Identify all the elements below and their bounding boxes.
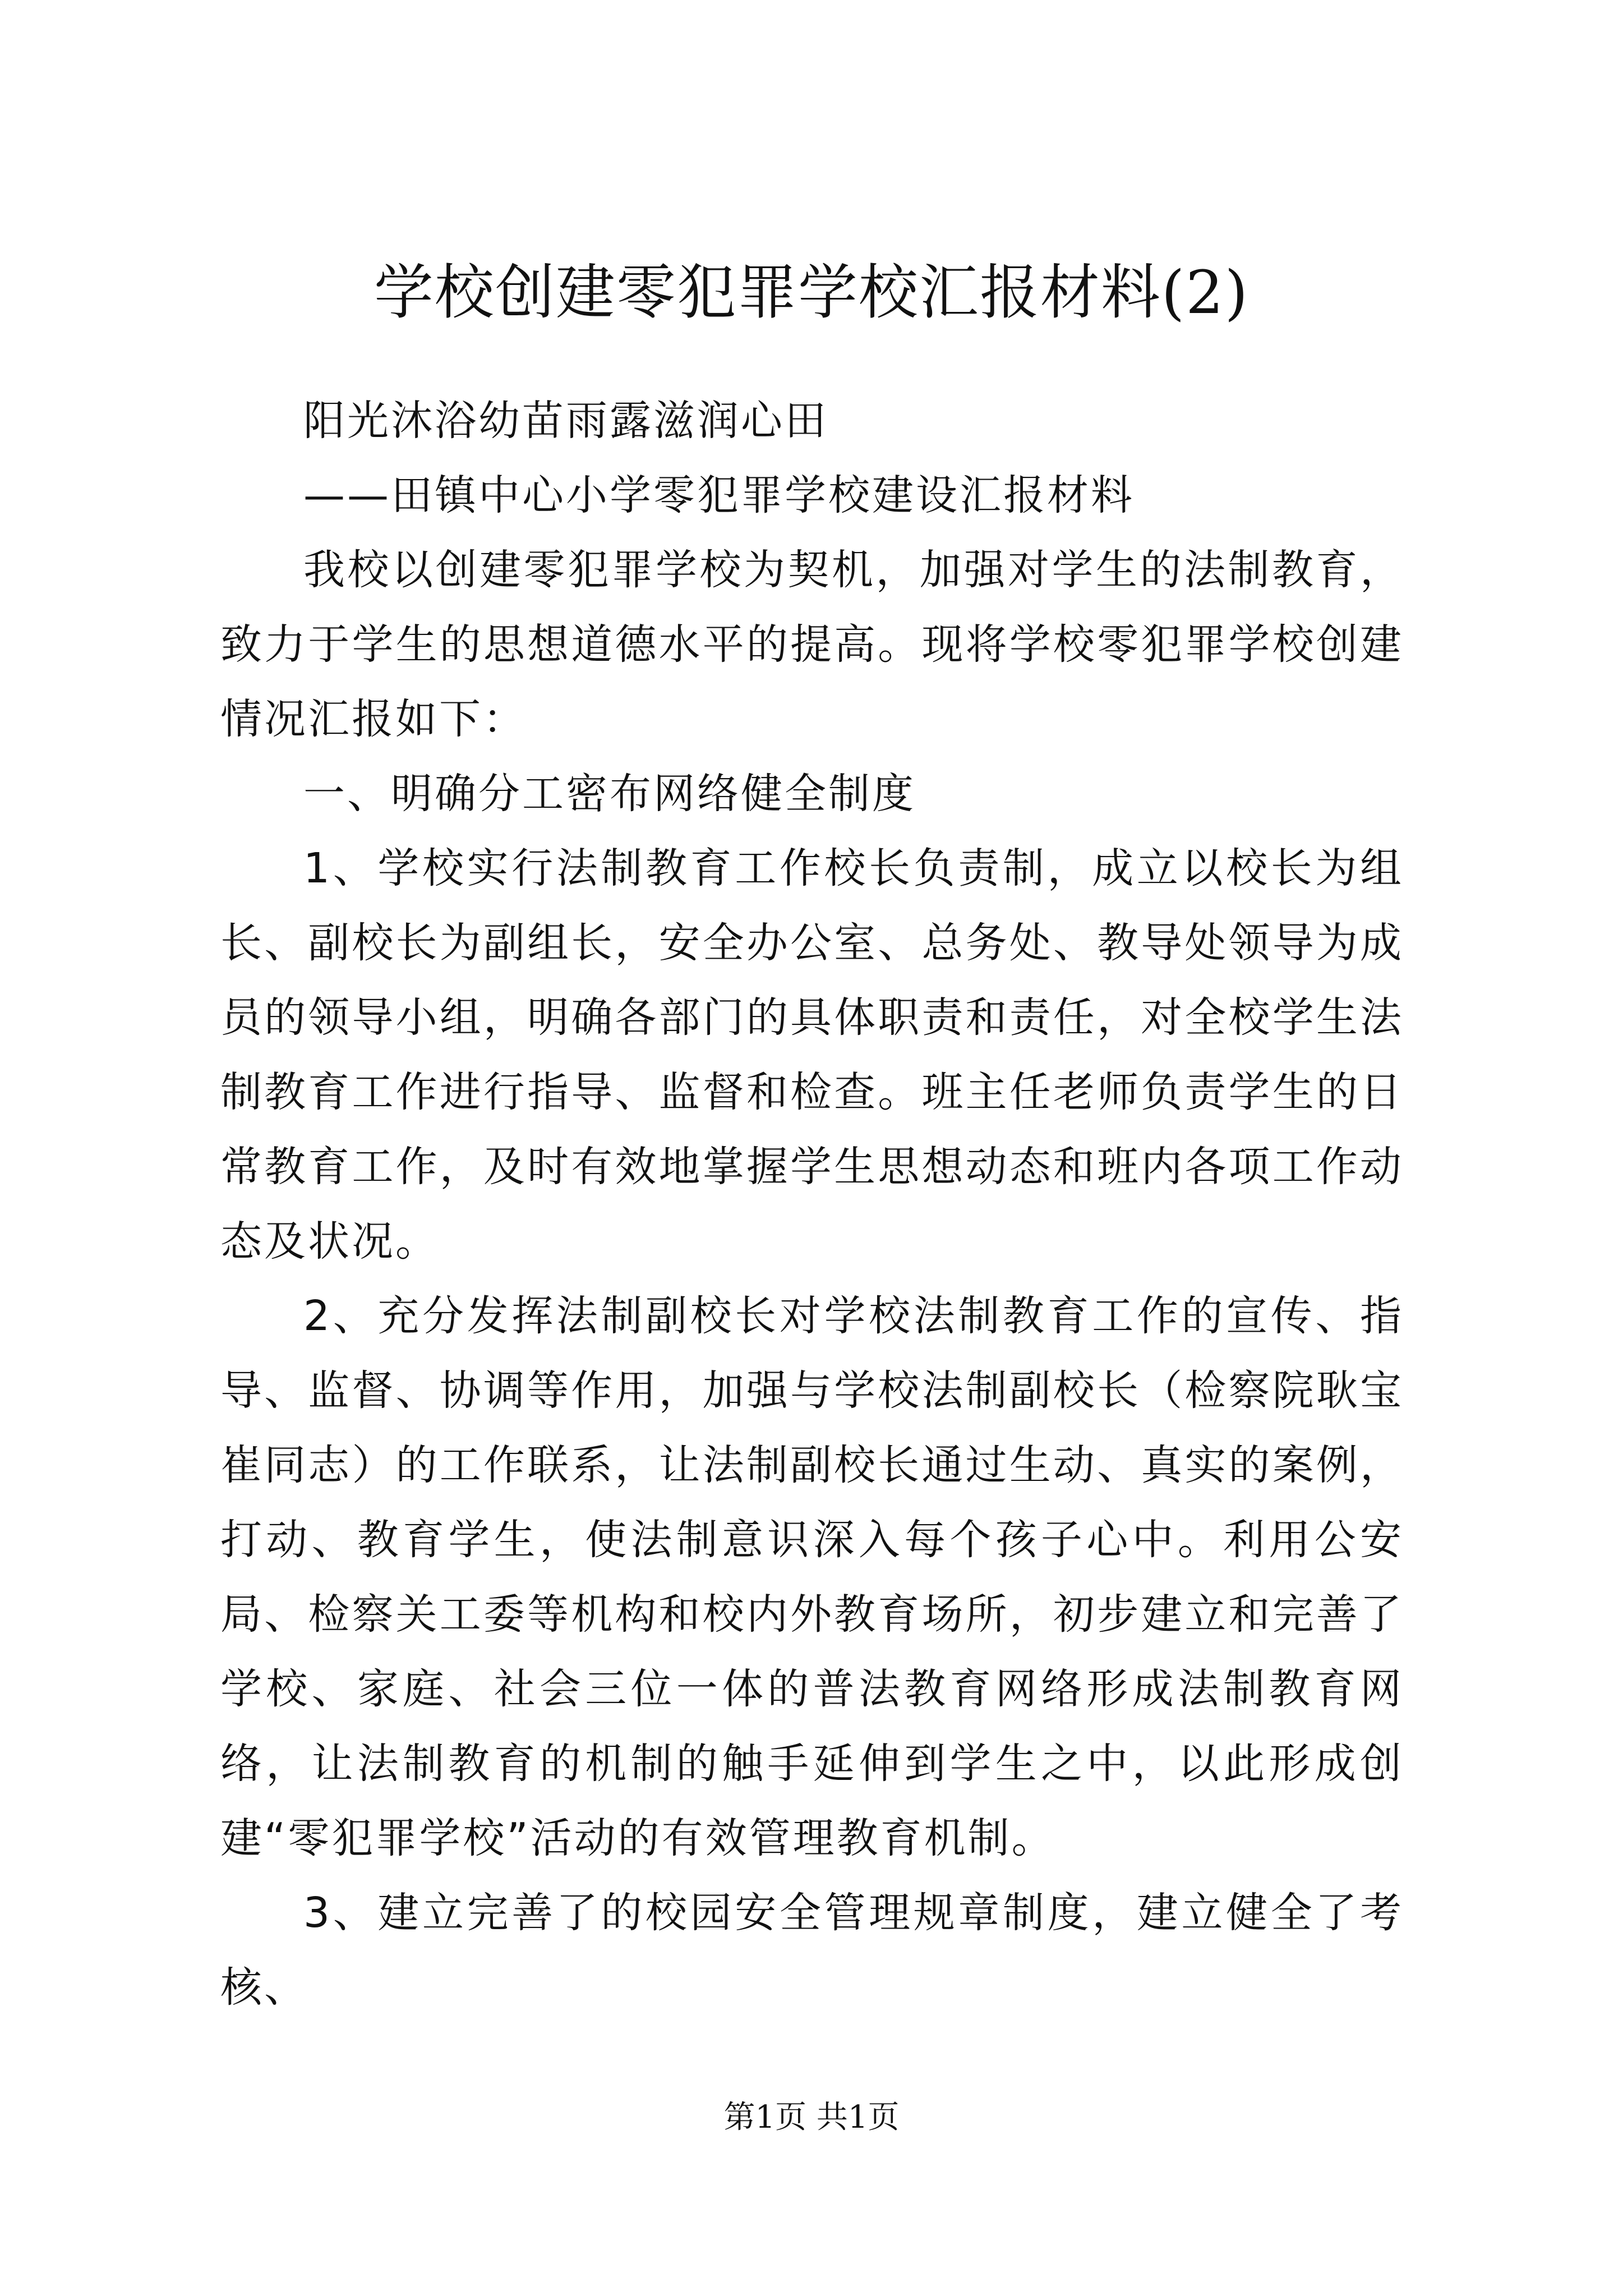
document-body: [220, 384, 1404, 2025]
document-title: 学校创建零犯罪学校汇报材料(2): [374, 258, 1249, 327]
body-paragraph: 2、充分发挥法制副校长对学校法制教育工作的宣传、指导、监督、协调等作用，加强与学校法制副校长（检察院耿宝崔同志）的工作联系，让法制副校长通过生动、真实的案例，打动、教育学生，使法制意识深入每个孩子心中。利用公安局、检察关工委等机构和校内外教育场所，初步建立和完善了学校、家庭、社会三位一体的普法教育网络形成法制教育网络，让法制教育的机制的触手延伸到学生之中，以此形成创建“零犯罪学校”活动的有效管理教育机制。: [220, 1292, 1404, 1862]
body-paragraph: 1、学校实行法制教育工作校长负责制，成立以校长为组长、副校长为副组长，安全办公室、总务处、教导处领导为成员的领导小组，明确各部门的具体职责和责任，对全校学生法制教育工作进行指导、监督和检查。班主任老师负责学生的日常教育工作，及时有效地掌握学生思想动态和班内各项工作动态及状况。: [220, 844, 1404, 1266]
body-paragraph: 3、建立完善了的校园安全管理规章制度，建立健全了考核、: [220, 1889, 1404, 2012]
page-footer: 第1页 共1页: [723, 2099, 900, 2136]
section-heading: 一、明确分工密布网络健全制度: [303, 770, 916, 818]
byline-line: ——田镇中心小学零犯罪学校建设汇报材料: [303, 471, 1135, 519]
subtitle-line: 阳光沐浴幼苗雨露滋润心田: [303, 397, 828, 445]
intro-paragraph: 我校以创建零犯罪学校为契机，加强对学生的法制教育，致力于学生的思想道德水平的提高。现将学校零犯罪学校创建情况汇报如下：: [220, 546, 1404, 743]
